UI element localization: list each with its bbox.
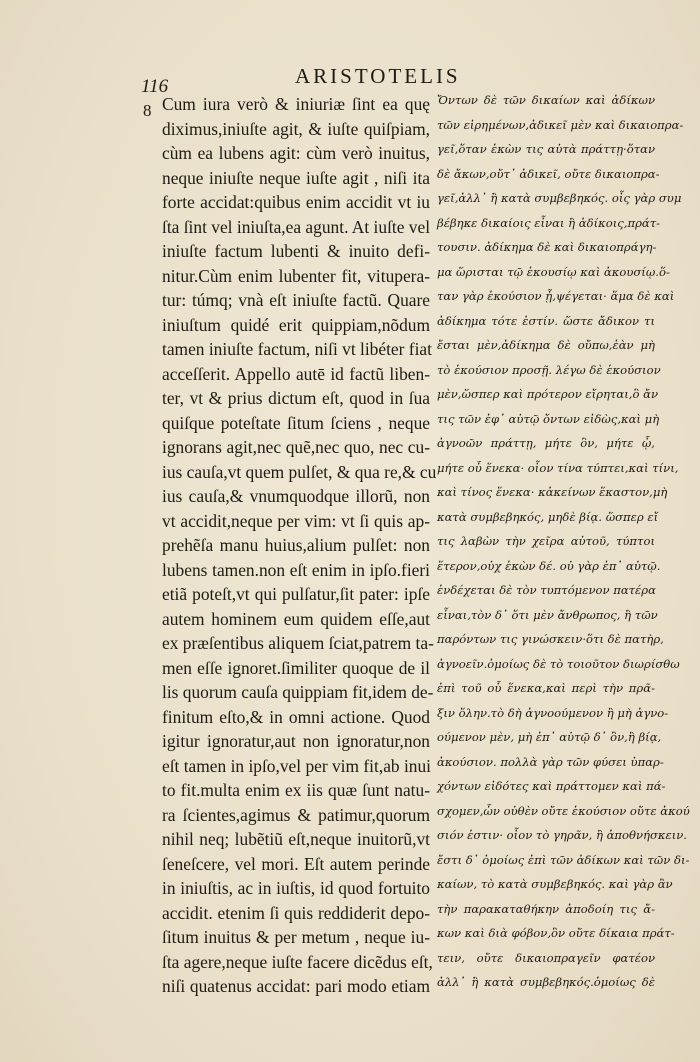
greek-text-line: εἶναι,τὸν δ᾽ ὅτι μὲν ἄνθρωπος, ἢ τῶν [437,607,658,622]
latin-text-line: ſta ſint vel iniuſta,ea agunt. At iuſte vel [162,216,431,237]
latin-text-line: forte accidat:quibus enim accidit vt iu [162,192,430,212]
latin-text-line: ius cauſa,& vnumquodque illorũ, non [162,486,430,506]
latin-text-line: tamen iniuſte factum, niſi vt libéter fiat [162,339,432,359]
latin-text-line: prehẽſa manu huius,alium pulſet: non [162,535,430,555]
latin-text-line: ex præſentibus aliquem ſciat,patrem ta- [162,633,434,653]
latin-text-line: autem hominem eum quidem eſſe,aut [162,608,430,629]
greek-text-line: ξιν ὅλην.τὸ δὴ ἀγνοούμενον ἢ μὴ ἀγνο- [437,705,669,720]
greek-text-line: ἐπὶ τοῦ οὗ ἕνεκα,καὶ περὶ τὴν πρᾶ- [437,681,655,695]
latin-text-line: ſeneſcere, vel mori. Eſt autem perinde [162,853,430,874]
latin-text-line: igitur ignoratur,aut non ignoratur,non [162,731,430,751]
latin-text-line: ſta agere,neque iuſte facere dicẽdus eſt, [162,951,433,972]
latin-text-line: neque iniuſte neque iuſte agit , niſi ita [162,167,430,188]
latin-text-line: nihil neq; lubẽtiũ eſt,neque inuitorũ,vt [162,829,430,849]
latin-text-line: ra ſcientes,agimus & patimur,quorum [162,804,430,825]
latin-text-line: lubens tamen.non eſt enim in ipſo.fieri [162,559,430,580]
latin-text-line: lis quorum cauſa quippiam fit,idem de- [162,682,434,702]
greek-text-line: τὸ ἑκούσιον προσῇ. λέγω δὲ ἑκούσιον [437,362,661,377]
latin-text-line: quiſque poteſtate ſitum ſciens , neque [162,412,430,433]
greek-text-line: ἀλλ᾽ ἢ κατὰ συμβεβηκός.ὁμοίως δὲ [437,975,655,989]
latin-text-line: iniuſtum quidé erit quippiam,nõdum [162,314,430,335]
latin-text-line: nitur.Cùm enim lubenter fit, vitupera- [162,265,430,286]
greek-text-line: τειν, οὔτε δικαιοπραγεῖν φατέον [437,950,655,965]
latin-text-line: men eſſe ignoret.ſimiliter quoque de il [162,657,430,678]
greek-text-line: δὲ ἄκων,οὔτ᾽ ἀδικεῖ, οὔτε δικαιοπρα- [437,166,660,181]
latin-text-line: eſt tamen in ipſo,vel per vim fit,ab inui [162,755,432,776]
greek-text-line: Ὄντων δὲ τῶν δικαίων καὶ ἀδίκων [437,93,655,107]
latin-text-line: Cum iura verò & iniuriæ ſint ea quę [162,94,430,114]
running-head: ARISTOTELIS [295,64,461,88]
greek-text-line: παρόντων τις γινώσκειν·ὅτι δὲ πατὴρ, [437,632,664,646]
section-mark: 8 [143,101,152,120]
greek-text-line: χόντων εἰδότες καὶ πράττομεν καὶ πά- [437,779,666,793]
greek-text-line: τὴν παρακαταθήκην ἀποδοίη τις ἄ- [437,901,655,916]
greek-text-line: τουσιν. ἀδίκημα δὲ καὶ δικαιοπράγη- [437,240,657,254]
greek-text-line: μήτε οὗ ἕνεκα· οἷον τίνα τύπτει,καὶ τίνι, [437,460,679,475]
latin-text-line: niſi quatenus accidat: pari modo etiam [162,976,430,996]
greek-text-line: τῶν εἰρημένων,ἀδικεῖ μὲν καὶ δικαιοπρα- [437,117,684,132]
greek-text-line: ἔστι δ᾽ ὁμοίως ἐπὶ τῶν ἀδίκων καὶ τῶν δι- [437,852,690,867]
latin-text-line: iniuſte factum lubenti & inuito defi- [162,241,430,261]
greek-text-line: γεῖ,ἀλλ᾽ ἢ κατὰ συμβεβηκός. οἷς γὰρ συμ [437,191,682,205]
greek-text-line: ἐνδέχεται δὲ τὸν τυπτόμενον πατέρα [437,583,656,597]
greek-text-line: καίων, τὸ κατὰ συμβεβηκός. καὶ γὰρ ἂν [437,877,673,891]
latin-text-line: ter, vt & prius dictum eſt, quod in ſua [162,388,430,408]
greek-text-line: ταν γὰρ ἑκούσιον ᾖ,ψέγεται· ἅμα δὲ καὶ [437,289,675,303]
greek-text-line: σχομεν,ὧν οὐθὲν οὔτε ἑκούσιον οὔτε ἀκού [437,803,690,818]
greek-text-line: ἔσται μὲν,ἀδίκημα δὲ οὔπω,ἐὰν μὴ [437,338,655,352]
latin-text-line: to fit.multa enim ex iis quæ ſunt natu- [162,780,430,800]
latin-text-line: ſitum inuitus & per metum , neque iu- [162,927,430,947]
latin-text-line: cùm ea lubens agit: cùm verò inuitus, [162,143,430,163]
greek-text-line: σιόν ἐστιν· οἷον τὸ γηρᾶν, ἢ ἀποθνήσκειν. [437,828,687,842]
page-number: 116 [141,76,169,97]
latin-text-line: etiã poteſt,vt qui pulſatur,ſit pater: ipſe [162,584,430,604]
greek-text-line: μὲν,ὥσπερ καὶ πρότερον εἴρηται,ὃ ἄν [437,387,658,401]
latin-column [162,92,437,999]
greek-text-line: γεῖ,ὅταν ἑκὼν τις αὐτὰ πράττῃ·ὅταν [437,142,655,156]
greek-text-line: κατὰ συμβεβηκός, μηδὲ βίᾳ. ὥσπερ εἴ [437,509,659,524]
latin-text-line: acceſſerit. Appello autē id factũ liben- [162,363,430,384]
greek-text-line: μα ὥρισται τῷ ἑκουσίῳ καὶ ἀκουσίῳ.ὅ- [437,264,670,279]
latin-text-line: diximus,iniuſte agit, & iuſte quiſpiam, [162,118,430,139]
greek-text-line: τις τῶν ἐφ᾽ αὑτῷ ὄντων εἰδὼς,καὶ μὴ [437,411,660,426]
greek-text-line: ούμενον μὲν, μὴ ἐπ᾽ αὐτῷ δ᾽ ὂν,ἢ βίᾳ, [437,730,662,744]
greek-text-line: βέβηκε δικαίοις εἶναι ἢ ἀδίκοις,πράτ- [437,215,661,230]
latin-text-line: accidit. etenim ſi quis reddiderit depo- [162,902,430,923]
latin-text-line: finitum eſto,& in omni actione. Quod [162,706,430,727]
greek-column [437,88,690,995]
greek-text-line: καὶ τίνος ἕνεκα· κἀκείνων ἕκαστον,μὴ [437,485,668,499]
greek-text-line: κων καὶ διὰ φόβον,ὃν οὔτε δίκαια πράτ- [437,926,675,940]
greek-text-line: ἀγνοῶν πράττῃ, μήτε ὃν, μήτε ᾧ, [437,436,655,450]
greek-text-line: ἀδίκημα τότε ἐστίν. ὥστε ἄδικον τι [437,313,655,328]
latin-text-line: ignorans agit,nec quẽ,nec quo, nec cu- [162,437,430,457]
greek-text-line: τις λαβὼν τὴν χεῖρα αὐτοῦ, τύπτοι [437,534,655,548]
greek-text-line: ἕτερον,οὐχ ἑκὼν δέ. οὐ γὰρ ἐπ᾽ αὐτῷ. [437,558,661,573]
latin-text-line: vt accidit,neque per vim: vt ſi quis ap- [162,510,430,531]
greek-text-line: ἀγνοεῖν.ὁμοίως δὲ τὸ τοιοῦτον διωρίσθω [437,656,680,671]
latin-text-line: in iniuſtis, ac in iuſtis, id quod fortuito [162,878,430,898]
greek-text-line: ἀκούσιον. πολλὰ γὰρ τῶν φύσει ὑπαρ- [437,754,664,769]
latin-text-line: tur: túmq; vnà eſt iniuſte factũ. Quare [162,290,430,310]
latin-text-line: ius cauſa,vt quem pulſet, & qua re,& cu [162,461,437,482]
